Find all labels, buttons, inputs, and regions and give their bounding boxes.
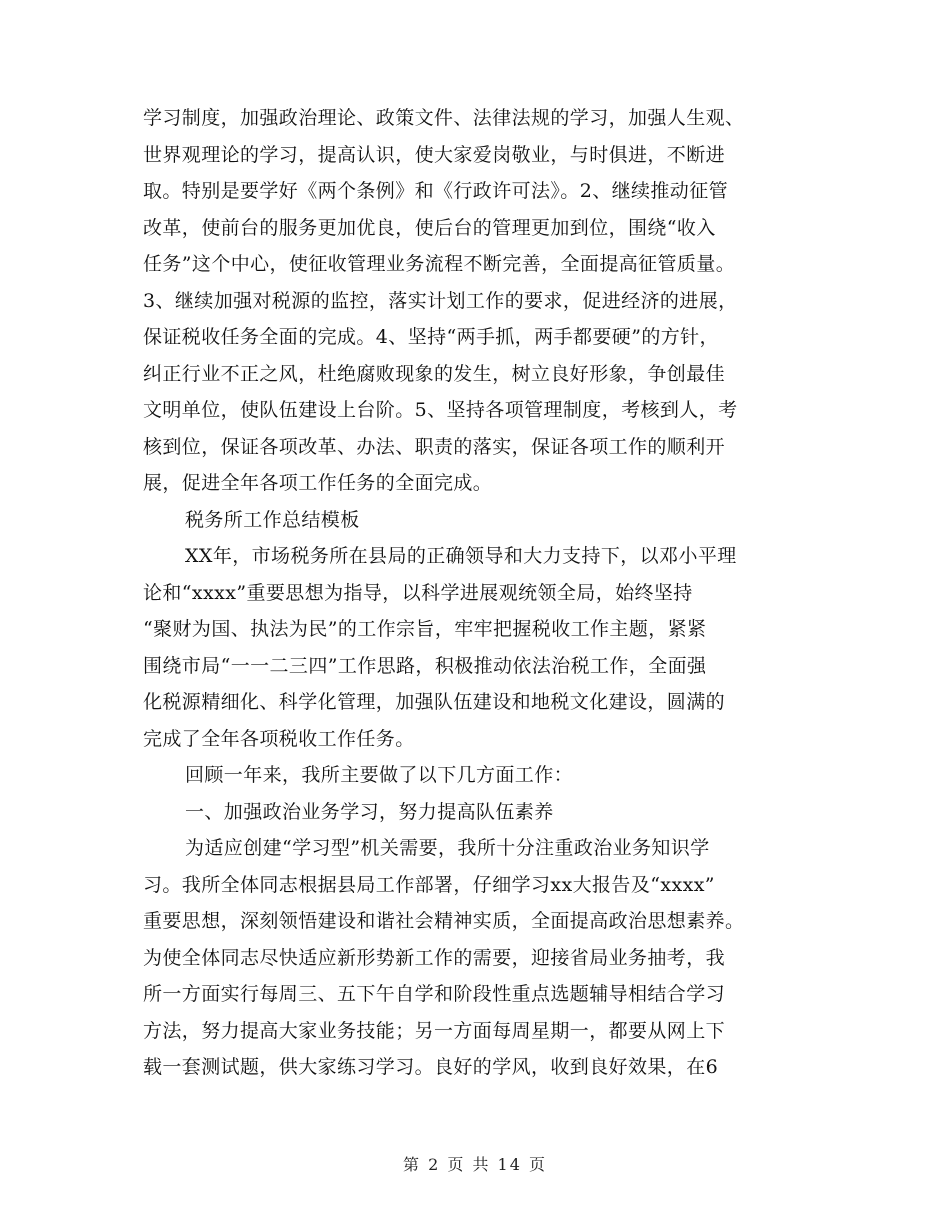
text-line: 载一套测试题，供大家练习学习。良好的学风，收到良好效果，在6 [143, 1056, 719, 1078]
page-number-footer: 第 2 页 共 14 页 [403, 1155, 547, 1174]
text-line: 重要思想，深刻领悟建设和谐社会精神实质，全面提高政治思想素养。 [143, 910, 745, 932]
text-line: 取。特别是要学好《两个条例》和《行政许可法》。2、继续推动征管 [143, 180, 728, 202]
text-line: 一、加强政治业务学习，努力提高队伍素养 [185, 800, 554, 823]
text-line: 世界观理论的学习，提高认识，使大家爱岗敬业，与时俱进，不断进 [143, 143, 726, 166]
text-line: 为使全体同志尽快适应新形势新工作的需要，迎接省局业务抽考，我 [143, 946, 726, 969]
text-line: 学习制度，加强政治理论、政策文件、法律法规的学习，加强人生观、 [143, 107, 745, 129]
text-line: 化税源精细化、科学化管理，加强队伍建设和地税文化建设，圆满的 [143, 691, 726, 713]
text-line: “聚财为国、执法为民”的工作宗旨，牢牢把握税收工作主题，紧紧 [143, 618, 707, 640]
text-line: 展，促进全年各项工作任务的全面完成。 [143, 472, 493, 494]
text-line: 回顾一年来，我所主要做了以下几方面工作： [185, 764, 574, 786]
text-line: 纠正行业不正之风，杜绝腐败现象的发生，树立良好形象，争创最佳 [143, 362, 726, 385]
text-line: 3、继续加强对税源的监控，落实计划工作的要求，促进经济的进展， [143, 289, 738, 312]
text-line: XX年，市场税务所在县局的正确领导和大力支持下，以邓小平理 [185, 545, 737, 567]
text-line: 所一方面实行每周三、五下午自学和阶段性重点选题辅导相结合学习 [143, 983, 726, 1005]
document-body [143, 100, 807, 1086]
text-line: 改革，使前台的服务更加优良，使后台的管理更加到位，围绕“收入 [143, 216, 716, 239]
text-line: 文明单位，使队伍建设上台阶。5、坚持各项管理制度，考核到人，考 [143, 399, 738, 421]
text-line: 核到位，保证各项改革、办法、职责的落实，保证各项工作的顺利开 [143, 435, 726, 458]
text-line: 围绕市局“一一二三四”工作思路，积极推动依法治税工作，全面强 [143, 654, 707, 677]
text-line: 保证税收任务全面的完成。4、坚持“两手抓，两手都要硬”的方针， [143, 326, 719, 348]
text-line: 完成了全年各项税收工作任务。 [143, 727, 415, 750]
text-line: 方法，努力提高大家业务技能；另一方面每周星期一，都要从网上下 [143, 1019, 726, 1042]
text-line: 为适应创建“学习型”机关需要，我所十分注重政治业务知识学 [185, 837, 710, 859]
text-line: 习。我所全体同志根据县局工作部署，仔细学习xx大报告及“xxxx” [143, 873, 715, 896]
text-line: 税务所工作总结模板 [185, 508, 360, 531]
text-line: 任务”这个中心，使征收管理业务流程不断完善，全面提高征管质量。 [143, 253, 736, 275]
text-line: 论和“xxxx”重要思想为指导，以科学进展观统领全局，始终坚持 [143, 581, 693, 604]
